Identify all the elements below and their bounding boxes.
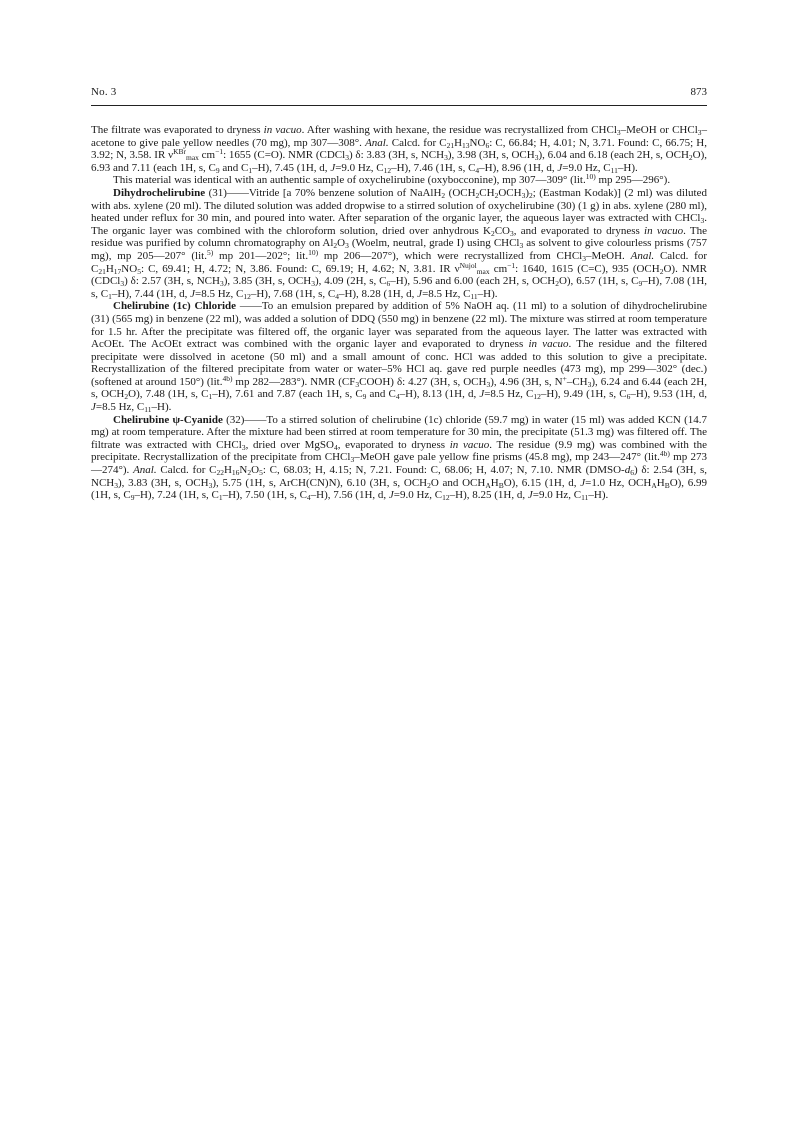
section-heading: Chelirubine (1c) Chloride xyxy=(113,300,237,313)
page-number: 873 xyxy=(690,86,707,98)
section-heading: Dihydrochelirubine xyxy=(113,186,206,199)
issue-number: No. 3 xyxy=(91,86,117,98)
paragraph-chelirubine-chloride: Chelirubine (1c) Chloride ——To an emulsion prepared by addition of 5% NaOH aq. (11 ml) to a solution of dihydrochelirubine (31) (565 mg) in benzene (22 ml), was added a solution of DDQ (550 mg) in benzene (22 ml). The mixture was stirred at room temperature for 1.5 hr. After the precipitate was filtered off, the organic layer was separated from the aqueous layer. The latter was extracted with AcOEt. The AcOEt extract was combined with the organic layer and evaporated to dryness in vacuo. The residue and the filtered precipitate were dissolved in acetone (50 ml) and a small amount of conc. HCl was added to this solution to give a precipitate. Recrystallization of the filtered precipitate from water or water–5% HCl aq. gave red purple needles (473 mg), mp 299—302° (dec.) (softened at around 150°) (lit.$^{4b)}$ mp 282—283°). NMR $(CF_3COOH)$ δ: 4.27 (3H, s, $OCH_3$), 4.96 (3H, s, $N^+-CH_3$), 6.24 and 6.44 (each 2H, s, $OCH_2O$), 7.48 (1H, s, $C_1-H$), 7.61 and 7.87 (each 1H, s, $C_9$ and $C_4-H$), 8.13 (1H, d, J=8.5 Hz, $C_{12}-H$), 9.49 (1H, s, $C_6-H$), 9.53 (1H, d, J=8.5 Hz, $C_{11}-H$). xyxy=(91,300,707,415)
paragraph-identity-note: This material was identical with an authentic sample of oxychelirubine (oxybocconine), mp 307—309° (lit.$^{10)}$ mp 295—296°). xyxy=(113,172,671,187)
paragraph-dihydrochelirubine: Dihydrochelirubine (31)——Vitride [a 70% benzene solution of NaAlH$_2$ $(OCH_2CH_2OCH_3)_2$; (Eastman Kodak)] (2 ml) was diluted with abs. xylene (20 ml). The diluted solution was added dropwise to a stirred solution of oxychelirubine (30) (1 g) in abs. xylene (280 ml), heated under reflux for 30 min, and poured into water. After separation of the organic layer, the aqueous layer was extracted with CHCl$_3$. The organic layer was combined with the chloroform solution, dried over anhydrous $K_2CO_3$, and evaporated to dryness in vacuo. The residue was purified by column chromatography on $Al_2O_3$ (Woelm, neutral, grade I) using CHCl$_3$ as solvent to give colourless prisms (757 mg), mp 205—207° (lit.$^{5)}$ mp 201—202°; lit.$^{10)}$ mp 206—207°), which were recrystallized from CHCl$_3$–MeOH. Anal. Calcd. for $C_{21}H_{17}NO_5$: C, 69.41; H, 4.72; N, 3.86. Found: C, 69.19; H, 4.62; N, 3.81. IR $\nu^{Nujol}_{max}$ $cm^{-1}$: 1640, 1615 (C=C), 935 $(OCH_2O)$. NMR (CDCl$_3$) δ: 2.57 (3H, s, $NCH_3$), 3.85 (3H, s, $OCH_3$), 4.09 (2H, s, $C_6-H$), 5.96 and 6.00 (each 2H, s, $OCH_2O$), 6.57 (1H, s, $C_9-H$), 7.08 (1H, s, $C_1-H$), 7.44 (1H, d, J=8.5 Hz, $C_{12}-H$), 7.68 (1H, s, $C_4-H$), 8.28 (1H, d, J=8.5 Hz, $C_{11}-H$). xyxy=(91,186,708,301)
section-heading: Chelirubine ψ-Cyanide xyxy=(113,413,223,426)
paragraph-oxychelirubine-data: The filtrate was evaporated to dryness in vacuo. After washing with hexane, the residue was recrystallized from CHCl$_3$–MeOH or CHCl$_3$–acetone to give pale yellow needles (70 mg), mp 307—308°. Anal. Calcd. for $C_{21}H_{13}NO_6$: C, 66.84; H, 4.01; N, 3.71. Found: C, 66.75; H, 3.92; N, 3.58. IR $\nu^{KBr}_{max}$ $cm^{-1}$: 1655 (C=O). NMR (CDCl$_3$) δ: 3.83 (3H, s, $NCH_3$), 3.98 (3H, s, $OCH_3$), 6.04 and 6.18 (each 2H, s, $OCH_2O$), 6.93 and 7.11 (each 1H, s, $C_9$ and $C_1-H$), 7.45 (1H, d, J=9.0 Hz, $C_{12}-H$), 7.46 (1H, s, $C_4-H$), 8.96 (1H, d, J=9.0 Hz, $C_{11}-H$). xyxy=(91,124,708,175)
header-rule xyxy=(91,105,707,106)
page-header xyxy=(91,86,707,106)
paragraph-chelirubine-cyanide: Chelirubine ψ-Cyanide (32)——To a stirred solution of chelirubine (1c) chloride (59.7 mg) in water (15 ml) was added KCN (14.7 mg) at room temperature. After the mixture had been stirred at room temperature for 30 min, the precipitate (51.3 mg) was filtered off. The filtrate was extracted with CHCl$_3$, dried over MgSO$_4$, evaporated to dryness in vacuo. The residue (9.9 mg) was combined with the precipitate. Recrystallization of the precipitate from CHCl$_3$–MeOH gave pale yellow fine prisms (45.8 mg), mp 243—247° (lit.$^{4b)}$ mp 273—274°). Anal. Calcd. for $C_{22}H_{16}N_2O_5$: C, 68.03; H, 4.15; N, 7.21. Found: C, 68.06; H, 4.07; N, 7.10. NMR $(DMSO-d_6)$ δ: 2.54 (3H, s, $NCH_3$), 3.83 (3H, s, $OCH_3$), 5.75 (1H, s, ArCH(CN)N), 6.10 (3H, s, $OCH_2O$ and $OCH_AH_BO$), 6.15 (1H, d, J=1.0 Hz, $OCH_AH_BO$), 6.99 (1H, s, $C_9-H$), 7.24 (1H, s, $C_1-H$), 7.50 (1H, s, $C_4-H$), 7.56 (1H, d, J=9.0 Hz, $C_{12}-H$), 8.25 (1H, d, J=9.0 Hz, $C_{11}-H$). xyxy=(91,413,708,503)
article-body xyxy=(91,124,707,502)
